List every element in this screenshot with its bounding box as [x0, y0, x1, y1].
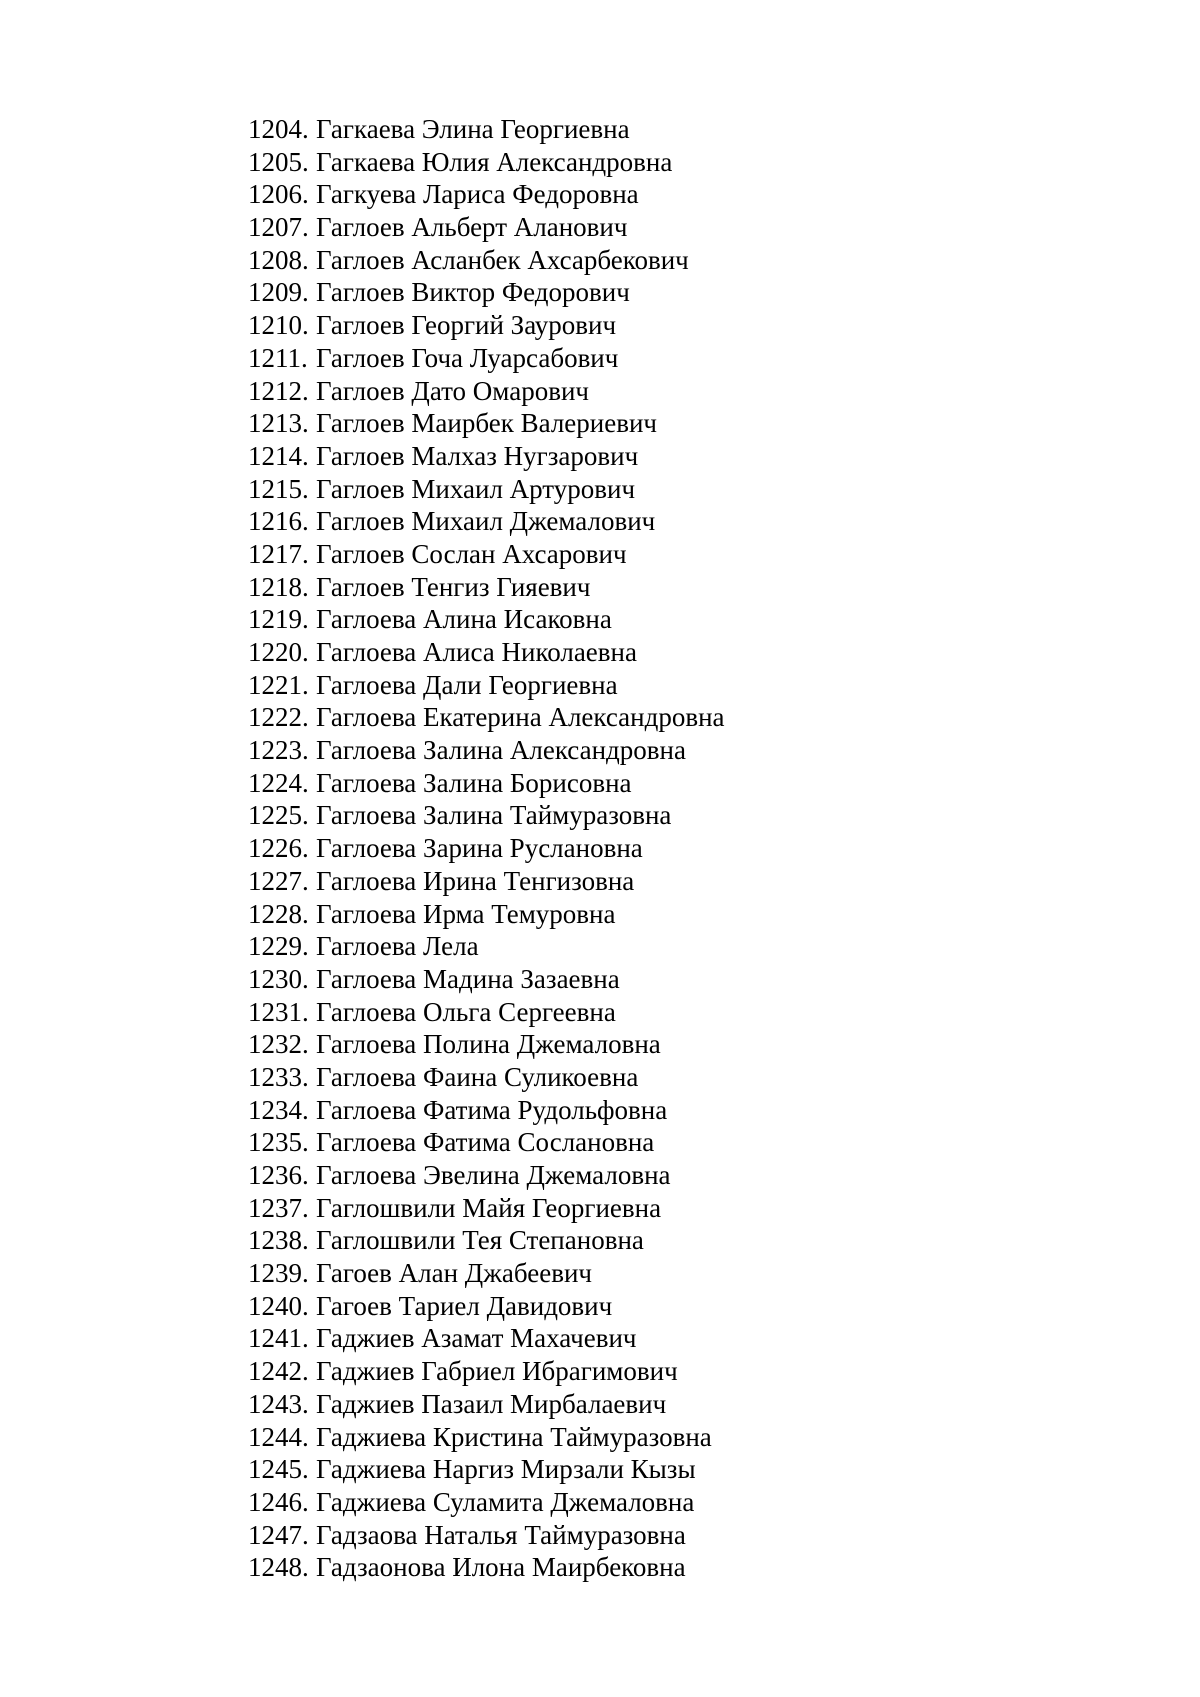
list-item	[248, 473, 725, 506]
entry-number: 1248.	[248, 1552, 309, 1583]
list-item	[248, 1388, 725, 1421]
list-item	[248, 996, 725, 1029]
entry-number: 1234.	[248, 1094, 309, 1125]
entry-number: 1213.	[248, 408, 309, 439]
list-item	[248, 636, 725, 669]
entry-name: Гаглоева Эвелина Джемаловна	[316, 1160, 671, 1190]
entry-name: Гадзаова Наталья Таймуразовна	[316, 1519, 686, 1550]
entry-number: 1235.	[248, 1127, 309, 1158]
entry-number: 1225.	[248, 800, 309, 831]
list-item	[248, 440, 725, 473]
list-item	[248, 1159, 725, 1192]
list-item	[248, 1126, 725, 1159]
entry-number: 1245.	[248, 1454, 309, 1485]
entry-name: Гаглоева Лела	[316, 931, 479, 962]
list-item	[248, 1028, 725, 1061]
entry-number: 1232.	[248, 1029, 309, 1060]
entry-number: 1205.	[248, 146, 309, 177]
entry-name: Гаглоев Маирбек Валериевич	[316, 408, 657, 439]
entry-name: Гаглоев Тенгиз Гияевич	[316, 571, 591, 602]
entry-name: Гаглоева Ирина Тенгизовна	[316, 865, 635, 896]
entry-name: Гаглоева Мадина Зазаевна	[316, 963, 620, 994]
list-item	[248, 178, 725, 211]
entry-number: 1215.	[248, 473, 309, 504]
entry-number: 1228.	[248, 898, 309, 929]
entry-name: Гаглоева Алина Исаковна	[316, 604, 612, 635]
entry-number: 1240.	[248, 1290, 309, 1321]
list-item	[248, 1224, 725, 1257]
entry-name: Гаглоев Асланбек Ахсарбекович	[316, 244, 689, 275]
entry-name: Гагкаева Юлия Александровна	[316, 146, 673, 177]
entry-name: Гаглоева Зарина Руслановна	[316, 833, 643, 864]
entry-name: Гаджиева Суламита Джемаловна	[316, 1486, 695, 1517]
entry-name: Гаглоев Георгий Заурович	[316, 310, 617, 341]
entry-number: 1224.	[248, 767, 309, 798]
list-item	[248, 1094, 725, 1127]
entry-name: Гаглошвили Тея Степановна	[316, 1225, 644, 1256]
entry-name: Гаглоева Залина Александровна	[316, 735, 686, 766]
entry-name: Гагоев Алан Джабеевич	[316, 1258, 592, 1289]
entry-name: Гаджиев Азамат Махачевич	[316, 1323, 637, 1354]
entry-number: 1227.	[248, 865, 309, 896]
entry-name: Гаглоев Михаил Артурович	[316, 473, 636, 504]
entry-name: Гаглоев Дато Омарович	[316, 375, 589, 406]
entry-name: Гаглоева Фатима Рудольфовна	[316, 1094, 668, 1125]
list-item	[248, 244, 725, 277]
entry-number: 1208.	[248, 244, 309, 275]
entry-number: 1211.	[248, 342, 308, 373]
entry-number: 1226.	[248, 833, 309, 864]
entry-name: Гаглоева Ирма Темуровна	[316, 898, 616, 929]
list-item	[248, 767, 725, 800]
entry-number: 1207.	[248, 212, 309, 243]
list-item	[248, 669, 725, 702]
list-item	[248, 930, 725, 963]
list-item	[248, 1421, 725, 1454]
list-item	[248, 1551, 725, 1584]
entry-name: Гаглоева Полина Джемаловна	[316, 1029, 661, 1060]
list-item	[248, 375, 725, 408]
entry-name: Гаглоев Сослан Ахсарович	[316, 538, 627, 569]
entry-name: Гаглоев Гоча Луарсабович	[316, 342, 619, 373]
entry-number: 1229.	[248, 931, 309, 962]
entry-name: Гаглоева Екатерина Александровна	[316, 702, 725, 733]
entry-name: Гаглоев Альберт Аланович	[316, 212, 628, 243]
entry-name: Гаджиев Габриел Ибрагимович	[316, 1356, 678, 1387]
entry-number: 1210.	[248, 310, 309, 341]
entry-name: Гагкаева Элина Георгиевна	[316, 114, 630, 144]
entry-number: 1241.	[248, 1323, 309, 1354]
entry-number: 1233.	[248, 1061, 309, 1092]
list-item	[248, 734, 725, 767]
entry-name: Гаглоев Малхаз Нугзарович	[316, 440, 639, 471]
list-item	[248, 276, 725, 309]
entry-name: Гаглоева Фатима Сослановна	[316, 1127, 655, 1158]
list-item	[248, 963, 725, 996]
list-item	[248, 603, 725, 636]
list-item	[248, 211, 725, 244]
list-item	[248, 701, 725, 734]
entry-name: Гаглошвили Майя Георгиевна	[316, 1192, 662, 1223]
entry-number: 1221.	[248, 669, 309, 700]
entry-number: 1231.	[248, 996, 309, 1027]
entry-name: Гаглоева Фаина Суликоевна	[316, 1061, 639, 1092]
entry-number: 1204.	[248, 114, 309, 144]
list-item	[248, 571, 725, 604]
entry-number: 1220.	[248, 637, 309, 667]
list-item	[248, 1355, 725, 1388]
list-item	[248, 1453, 725, 1486]
entry-name: Гаглоева Залина Таймуразовна	[316, 800, 672, 831]
list-item	[248, 832, 725, 865]
entry-number: 1237.	[248, 1192, 309, 1223]
entry-number: 1247.	[248, 1519, 309, 1550]
entry-number: 1219.	[248, 604, 309, 635]
list-item	[248, 309, 725, 342]
name-list	[248, 113, 725, 1584]
entry-name: Гагоев Тариел Давидович	[316, 1290, 613, 1321]
entry-name: Гаглоева Ольга Сергеевна	[316, 996, 616, 1027]
entry-number: 1239.	[248, 1258, 309, 1289]
list-item	[248, 505, 725, 538]
entry-number: 1206.	[248, 179, 309, 210]
entry-name: Гадзаонова Илона Маирбековна	[316, 1552, 686, 1583]
entry-name: Гаджиева Кристина Таймуразовна	[316, 1421, 712, 1452]
entry-number: 1209.	[248, 277, 309, 308]
entry-number: 1230.	[248, 963, 309, 994]
entry-number: 1242.	[248, 1356, 309, 1387]
entry-number: 1212.	[248, 375, 309, 406]
list-item	[248, 1290, 725, 1323]
entry-name: Гаглоева Залина Борисовна	[316, 767, 632, 798]
entry-number: 1223.	[248, 735, 309, 766]
list-item	[248, 407, 725, 440]
entry-number: 1246.	[248, 1486, 309, 1517]
entry-number: 1214.	[248, 440, 309, 471]
list-item	[248, 538, 725, 571]
entry-name: Гагкуева Лариса Федоровна	[316, 179, 639, 210]
entry-name: Гаглоев Виктор Федорович	[316, 277, 630, 308]
entry-name: Гаджиева Наргиз Мирзали Кызы	[316, 1454, 696, 1485]
list-item	[248, 1519, 725, 1552]
entry-number: 1236.	[248, 1160, 309, 1190]
list-item	[248, 1192, 725, 1225]
entry-number: 1243.	[248, 1388, 309, 1419]
list-item	[248, 898, 725, 931]
entry-number: 1238.	[248, 1225, 309, 1256]
list-item	[248, 1257, 725, 1290]
list-item	[248, 1486, 725, 1519]
list-item	[248, 342, 725, 375]
list-item	[248, 799, 725, 832]
entry-name: Гаглоев Михаил Джемалович	[316, 506, 656, 537]
list-item	[248, 146, 725, 179]
entry-number: 1244.	[248, 1421, 309, 1452]
entry-number: 1216.	[248, 506, 309, 537]
list-item	[248, 1322, 725, 1355]
entry-name: Гаглоева Дали Георгиевна	[316, 669, 618, 700]
entry-name: Гаглоева Алиса Николаевна	[316, 637, 637, 667]
list-item	[248, 865, 725, 898]
list-item	[248, 113, 725, 146]
entry-name: Гаджиев Пазаил Мирбалаевич	[316, 1388, 667, 1419]
entry-number: 1218.	[248, 571, 309, 602]
entry-number: 1222.	[248, 702, 309, 733]
entry-number: 1217.	[248, 538, 309, 569]
list-item	[248, 1061, 725, 1094]
